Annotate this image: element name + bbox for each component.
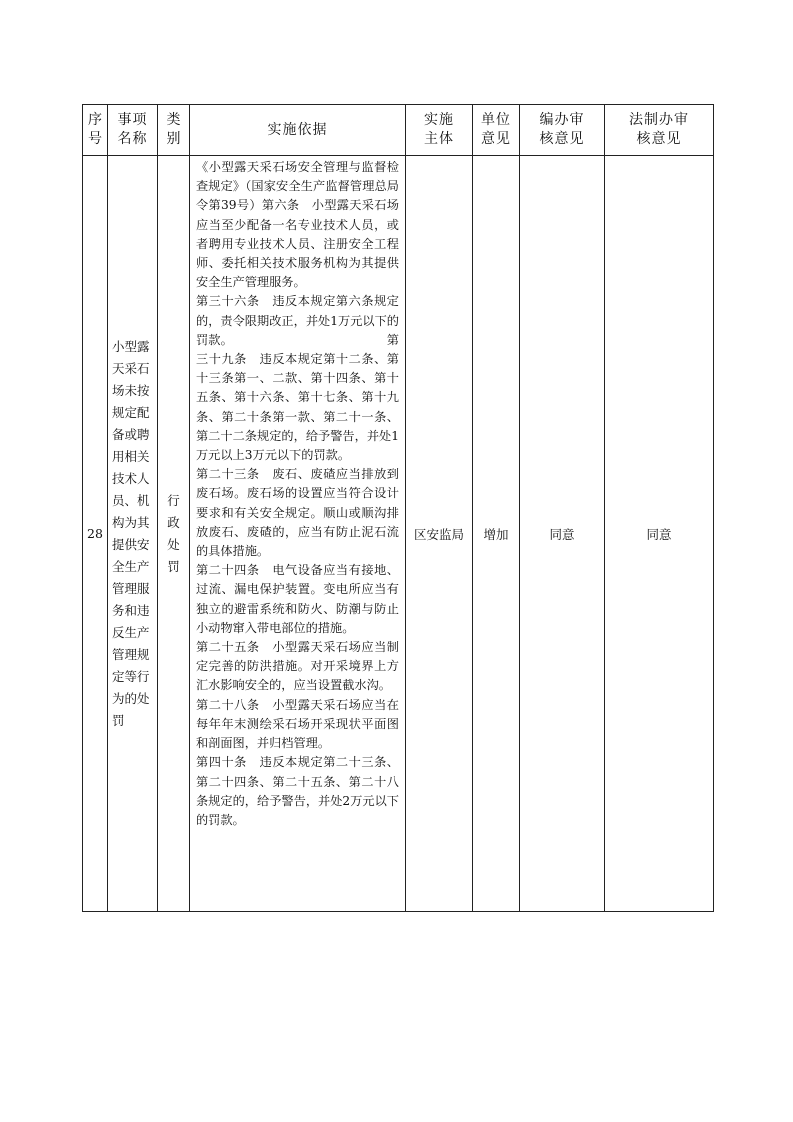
header-subject: 实施主体 [406, 105, 473, 156]
cell-office-review: 同意 [520, 156, 605, 912]
cell-category: 行政处罚 [158, 156, 190, 912]
basis-paragraph: 《小型露天采石场安全管理与监督检查规定》（国家安全生产监督管理总局令第39号）第六条 小型露天采石场应当至少配备一名专业技术人员，或者聘用专业技术人员、注册安全工程师、委托相关技术服务机构为其提供安全生产管理服务。 [196, 160, 399, 290]
header-row [83, 105, 714, 156]
header-unit-opinion: 单位意见 [473, 105, 520, 156]
cell-basis [190, 156, 406, 912]
cell-name: 小型露天采石场未按规定配备或聘用相关技术人员、机构为其提供安全生产管理服务和违反生产管理规定等行为的处罚 [108, 156, 158, 912]
header-name: 事项名称 [108, 105, 158, 156]
header-office-review: 编办审核意见 [520, 105, 605, 156]
basis-paragraph: 第四十条 违反本规定第二十三条、第二十四条、第二十五条、第二十八条规定的，给予警告，并处2万元以下的罚款。 [196, 755, 399, 827]
basis-paragraph: 第三十六条 违反本规定第六条规定的，责令限期改正，并处1万元以下的罚款。 第三十九条 违反本规定第十二条、第十三条第一、二款、第十四条、第十五条、第十六条、第十七条、第十九条、第二十条第一款、第二十一条、第二十二条规定的，给予警告，并处1万元以上3万元以下的罚款。 [196, 294, 399, 463]
cell-legal-review: 同意 [605, 156, 714, 912]
cell-seq: 28 [83, 156, 108, 912]
header-seq: 序号 [83, 105, 108, 156]
cell-unit-opinion: 增加 [473, 156, 520, 912]
review-table [82, 104, 714, 912]
header-category: 类别 [158, 105, 190, 156]
basis-paragraph: 第二十八条 小型露天采石场应当在每年年末测绘采石场开采现状平面图和剖面图，并归档管理。 [196, 697, 399, 751]
header-legal-review: 法制办审核意见 [605, 105, 714, 156]
cell-subject: 区安监局 [406, 156, 473, 912]
table-row [83, 156, 714, 912]
header-basis: 实施依据 [190, 105, 406, 156]
basis-paragraph: 第二十四条 电气设备应当有接地、过流、漏电保护装置。变电所应当有独立的避雷系统和防火、防潮与防止小动物窜入带电部位的措施。 [196, 563, 399, 635]
basis-paragraph: 第二十五条 小型露天采石场应当制定完善的防洪措施。对开采境界上方汇水影响安全的，应当设置截水沟。 [196, 640, 399, 693]
basis-paragraph: 第二十三条 废石、废碴应当排放到废石场。废石场的设置应当符合设计要求和有关安全规定。顺山或顺沟排放废石、废碴的，应当有防止泥石流的具体措施。 [196, 467, 399, 559]
